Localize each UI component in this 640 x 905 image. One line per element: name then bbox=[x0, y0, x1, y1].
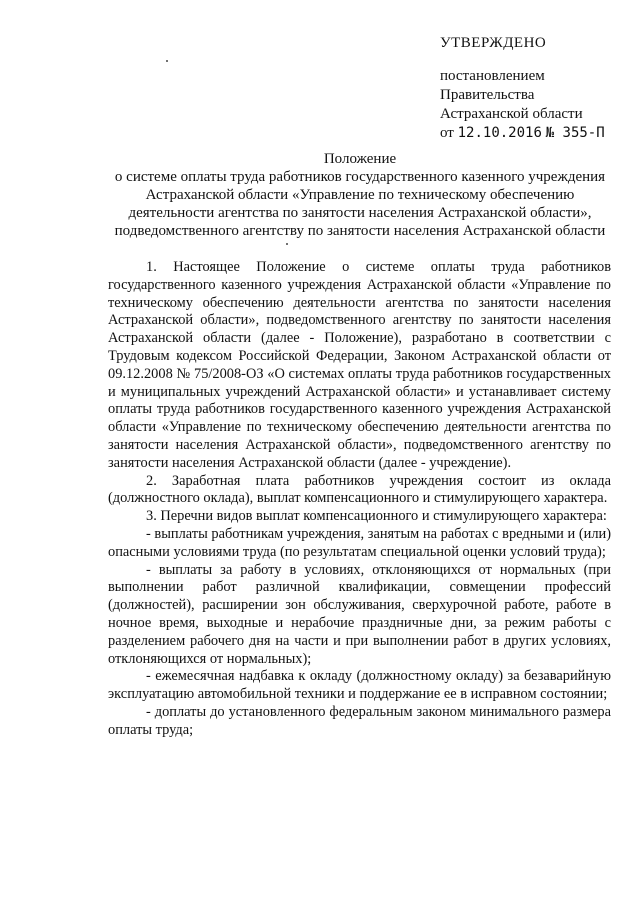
approval-line: Правительства bbox=[440, 87, 535, 103]
approval-date: 12.10.2016 bbox=[457, 125, 542, 141]
approval-line: постановлением bbox=[440, 68, 545, 84]
scan-speck bbox=[166, 60, 168, 62]
list-item: - выплаты работникам учреждения, занятым на работах с вредными и (или) опасными условиями труда (по результатам специальной оценки условий труда); bbox=[108, 525, 611, 560]
list-item: - выплаты за работу в условиях, отклоняющихся от нормальных (при выполнении работ различной квалификации, совмещении профессий (должностей), расширении зон обслуживания, сверхурочной работе, работе в ночное время, выходные и нерабочие праздничные дни, за режим работы с разделением рабочего дня на части и при выполнении работ в других условиях, отклоняющихся от нормальных); bbox=[108, 561, 611, 667]
list-item: - доплаты до установленного федеральным законом минимального размера оплаты труда; bbox=[108, 703, 611, 738]
approval-date-line bbox=[440, 124, 605, 143]
scan-speck bbox=[286, 243, 288, 245]
title-line: Астраханской области «Управление по техническому обеспечению bbox=[145, 187, 575, 203]
title-line: подведомственного агентству по занятости населения Астраханской области bbox=[114, 223, 606, 239]
approval-number: № 355-П bbox=[545, 125, 605, 141]
paragraph-2: 2. Заработная плата работников учреждения состоит из оклада (должностного оклада), выплат компенсационного и стимулирующего характера. bbox=[108, 472, 611, 507]
doc-type: Положение bbox=[323, 151, 397, 167]
paragraph-3: 3. Перечни видов выплат компенсационного и стимулирующего характера: bbox=[146, 508, 607, 525]
title-line: деятельности агентства по занятости населения Астраханской области», bbox=[128, 205, 592, 221]
document-title bbox=[100, 150, 620, 240]
title-line: о системе оплаты труда работников государственного казенного учреждения bbox=[114, 169, 606, 185]
approval-block bbox=[440, 34, 605, 143]
document-body bbox=[108, 259, 611, 740]
approval-line: Астраханской области bbox=[440, 106, 583, 122]
paragraph-1: 1. Настоящее Положение о системе оплаты труда работников государственного казенного учреждения Астраханской области «Управление по техническому обеспечению деятельности агентства по занятости населения Астраханской области», подведомственного агентству по занятости населения Астраханской области (далее - Положение), разработано в соответствии с Трудовым кодексом Российской Федерации, Законом Астраханской области от 09.12.2008 № 75/2008-ОЗ «О системах оплаты труда работников государственных и муниципальных учреждений Астраханской области» и устанавливает систему оплаты труда работников государственного казенного учреждения Астраханской области «Управление по техническому обеспечению деятельности агентства по занятости населения Астраханской области», подведомственного агентству по занятости населения Астраханской области (далее - учреждение). bbox=[108, 259, 611, 471]
date-prefix: от bbox=[440, 125, 454, 141]
approval-heading: УТВЕРЖДЕНО bbox=[440, 35, 547, 51]
list-item: - ежемесячная надбавка к окладу (должностному окладу) за безаварийную эксплуатацию автомобильной техники и поддержание ее в исправном состоянии; bbox=[108, 668, 611, 703]
